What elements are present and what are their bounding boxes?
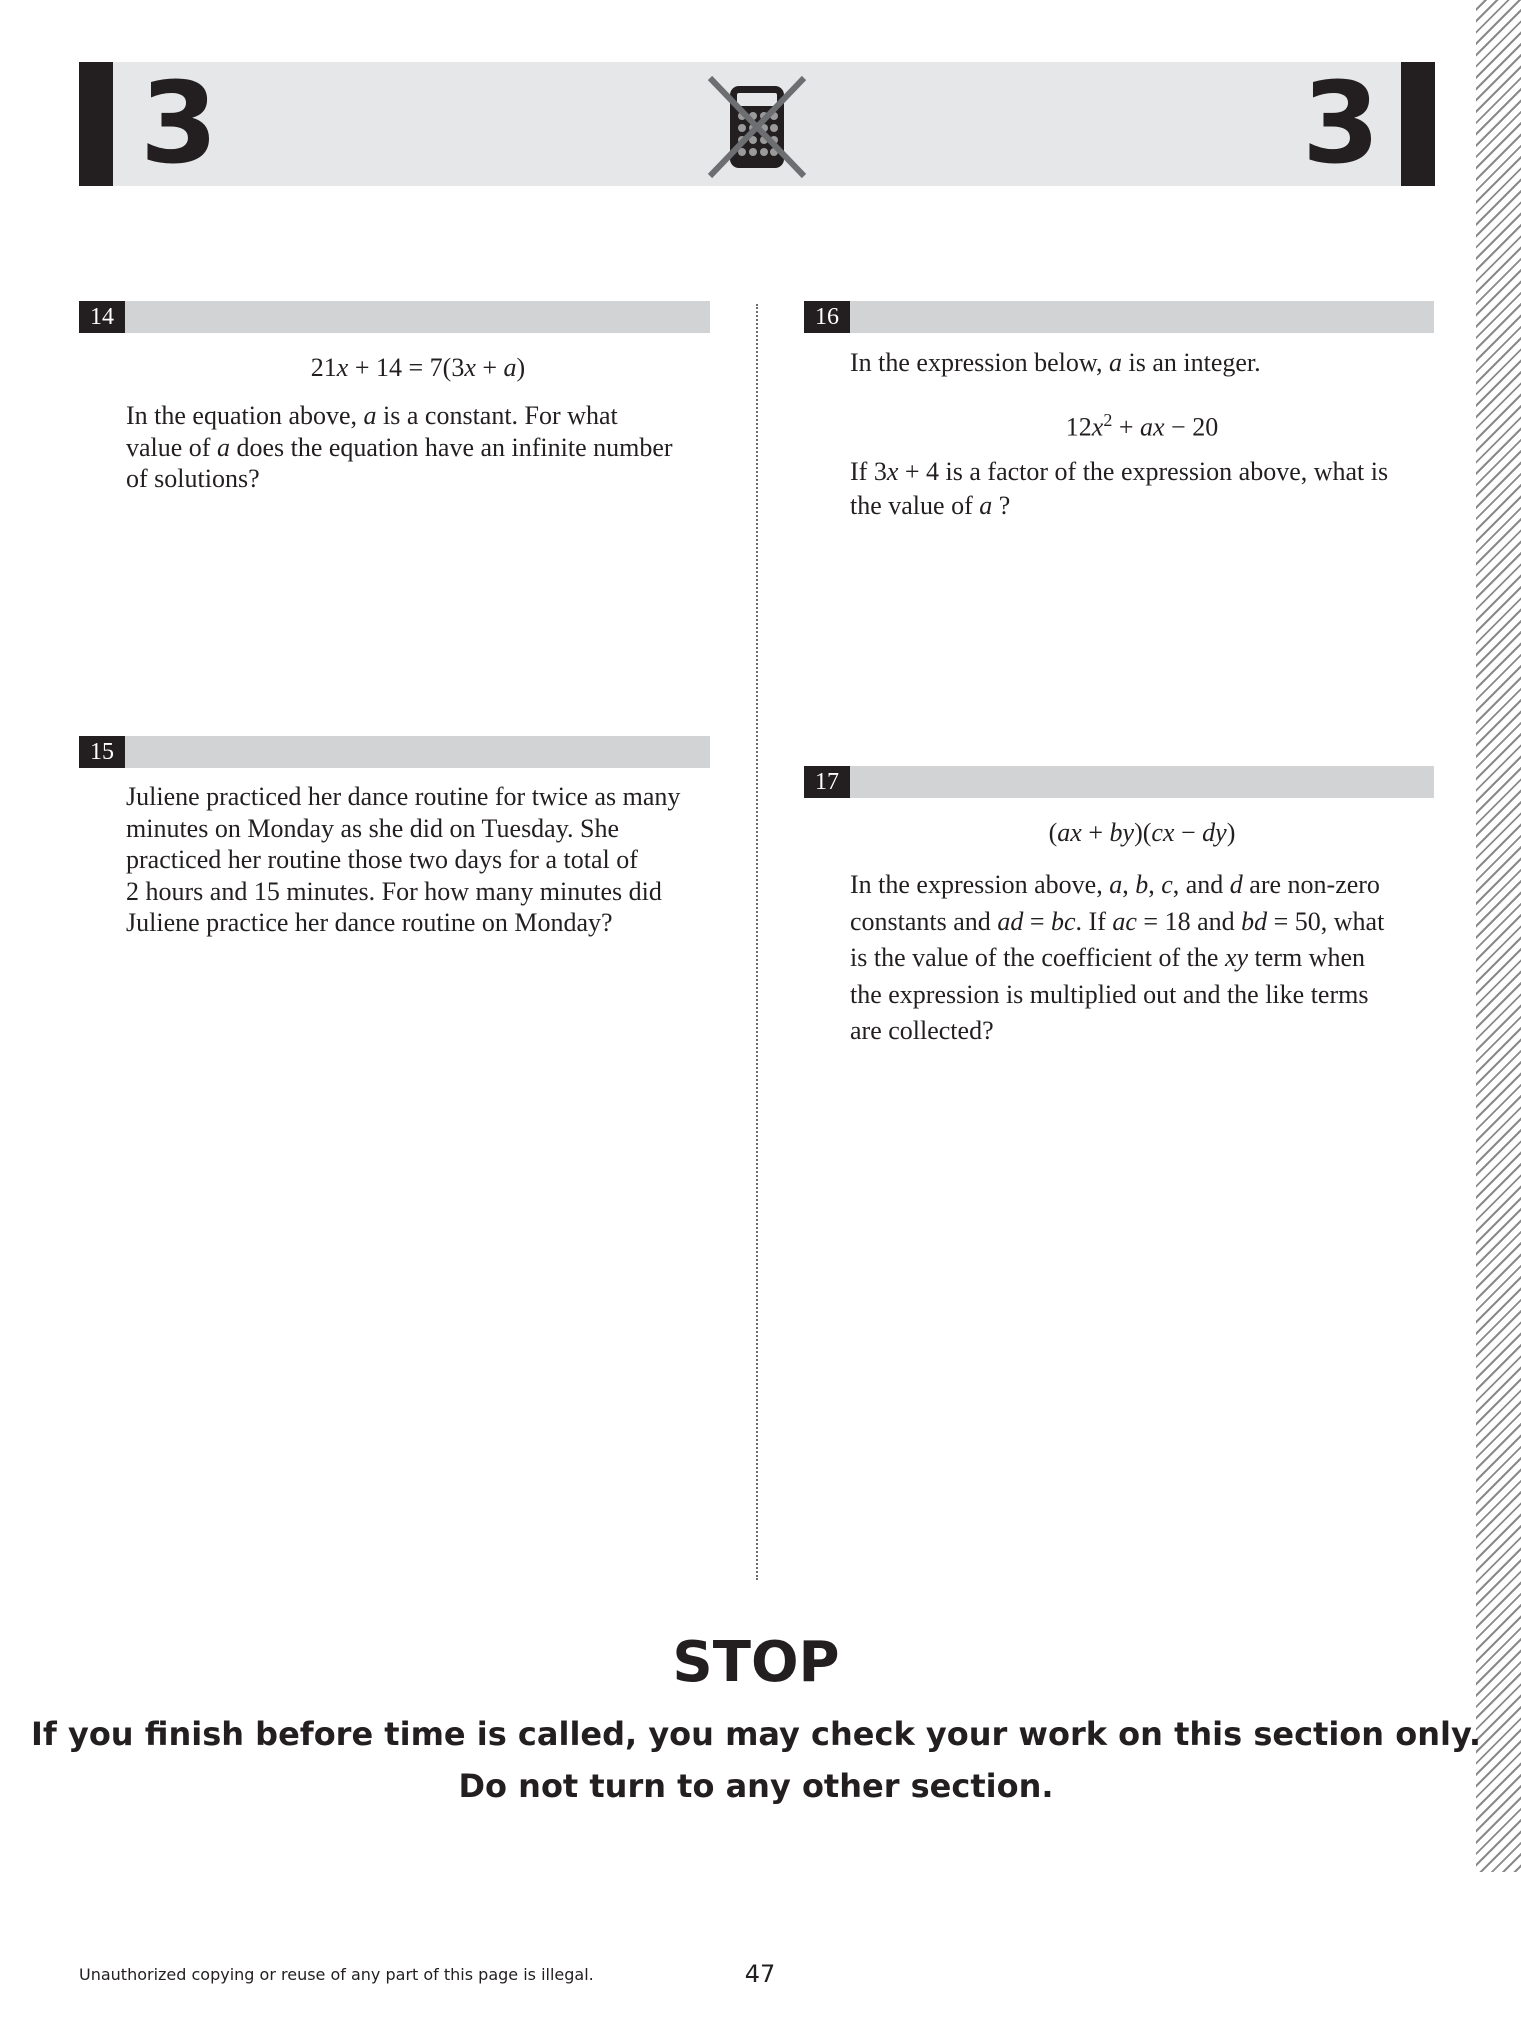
text-line: of solutions? xyxy=(126,464,260,493)
header-right-bar xyxy=(1401,62,1435,186)
question-header-bar xyxy=(804,301,1434,333)
text-line: Juliene practice her dance routine on Monday? xyxy=(126,908,613,937)
question-equation: $12x^2$ + ax − 20 xyxy=(1065,410,1219,442)
text-line: In the expression above, a, b, c, and d are non-zero xyxy=(850,870,1380,899)
text-line: value of a does the equation have an infinite number xyxy=(126,432,673,462)
question-equation: 21x + 14 = 7(3x + a) xyxy=(310,353,526,382)
question-text xyxy=(850,455,1450,523)
stop-title: STOP xyxy=(672,1630,840,1695)
text-line: In the equation above, a is a constant. For what xyxy=(126,401,618,430)
text-line: is the value of the coefficient of the xy term when xyxy=(850,943,1365,972)
header-left-bar xyxy=(79,62,113,186)
text-line: Juliene practiced her dance routine for twice as many xyxy=(126,782,681,811)
question-number: 15 xyxy=(79,736,125,768)
question-header-bar xyxy=(804,766,1434,798)
question-text xyxy=(126,781,726,939)
text-line: practiced her routine those two days for a total of xyxy=(126,845,638,874)
text-line: minutes on Monday as she did on Tuesday. She xyxy=(126,813,620,843)
column-divider xyxy=(756,304,758,1580)
text-line: constants and ad = bc. If ac = 18 and bd = 50, what xyxy=(850,906,1385,936)
no-calculator-icon xyxy=(702,72,812,182)
section-number-left: 3 xyxy=(140,59,218,189)
question-number: 16 xyxy=(804,301,850,333)
page-number: 47 xyxy=(744,1960,776,1988)
text-line: the value of a ? xyxy=(850,491,1011,520)
question-text xyxy=(126,400,726,495)
question-header-bar xyxy=(79,736,710,768)
section-number-right: 3 xyxy=(1302,59,1380,189)
question-text xyxy=(850,867,1450,1050)
text-line: the expression is multiplied out and the like terms xyxy=(850,979,1369,1009)
text-line: 2 hours and 15 minutes. For how many minutes did xyxy=(126,876,662,906)
question-header-bar xyxy=(79,301,710,333)
question-number: 17 xyxy=(804,766,850,798)
question-intro: In the expression below, a is an integer. xyxy=(850,348,1261,377)
text-line: are collected? xyxy=(850,1016,994,1045)
question-equation: (ax + by)(cx − dy) xyxy=(1048,818,1236,847)
question-number: 14 xyxy=(79,301,125,333)
stop-instruction-line-1: If you finish before time is called, you may check your work on this section only. xyxy=(30,1715,1482,1753)
margin-hatch-strip xyxy=(1476,0,1521,1872)
stop-instruction-line-2: Do not turn to any other section. xyxy=(458,1767,1054,1805)
text-line: If 3x + 4 is a factor of the expression above, what is xyxy=(850,457,1389,486)
copyright-notice: Unauthorized copying or reuse of any part of this page is illegal. xyxy=(79,1965,594,1984)
